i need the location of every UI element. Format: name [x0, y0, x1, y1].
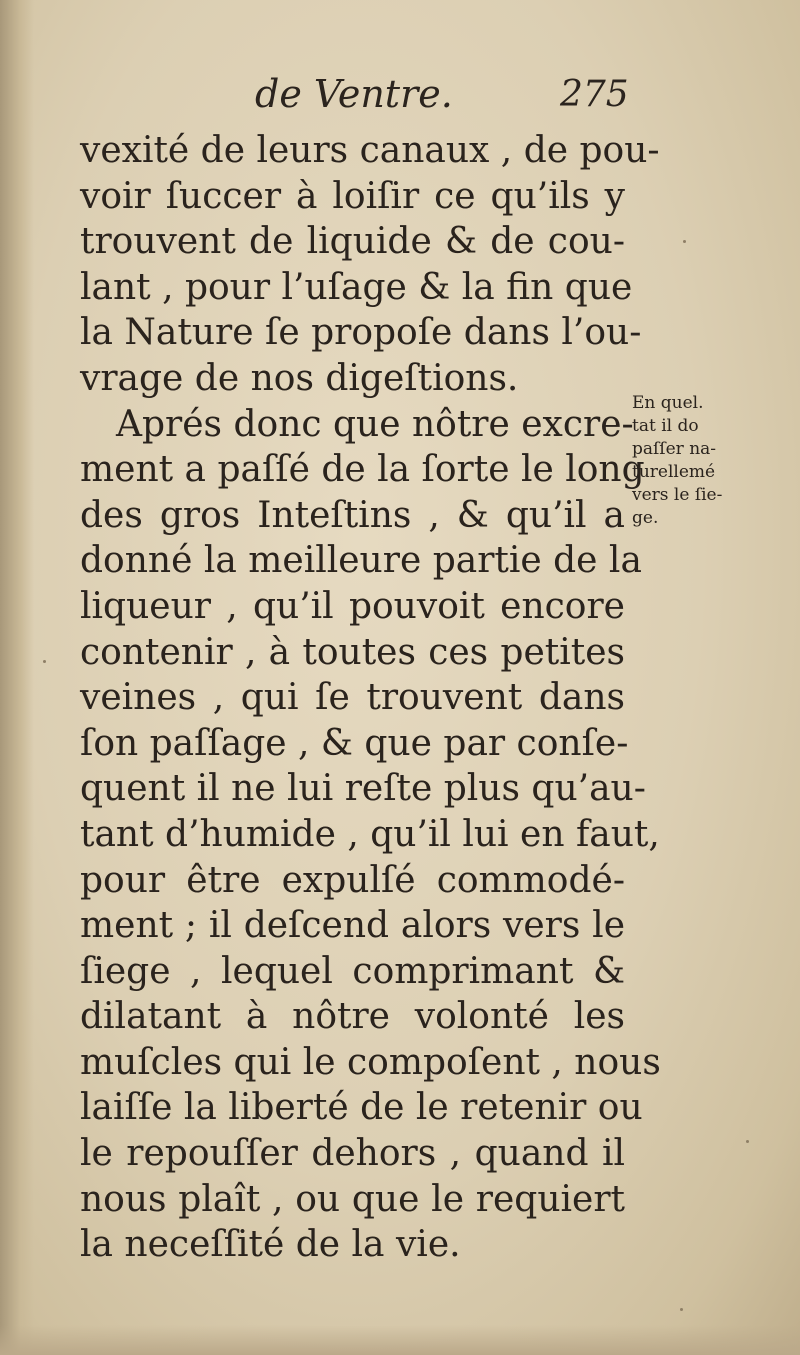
text-line: dilatant à nôtre volonté les: [80, 996, 625, 1038]
paper-speck: [746, 1140, 749, 1143]
margin-note-line: ge.: [632, 508, 659, 528]
paper-speck: [43, 660, 46, 663]
text-line: ment a paſſé de la ſorte le long: [80, 449, 645, 491]
text-line: ſiege , lequel comprimant &: [80, 950, 625, 992]
text-line: lant , pour l’uſage & la fin que: [80, 266, 633, 308]
text-line: contenir , à toutes ces petites: [80, 631, 625, 673]
text-line: la Nature ſe propoſe dans l’ou-: [80, 312, 642, 354]
text-line: quent il ne lui reſte plus qu’au-: [80, 768, 646, 810]
text-line: vexité de leurs canaux , de pou-: [80, 130, 660, 171]
text-line: ment ; il deſcend alors vers le: [80, 905, 625, 947]
margin-note-line: vers le ſie-: [632, 485, 723, 505]
paper-speck: [683, 240, 686, 243]
margin-note-line: tat il do: [632, 416, 699, 436]
text-line: voir ſuccer à loiſir ce qu’ils y: [80, 175, 625, 217]
text-line: le repouſſer dehors , quand il: [80, 1133, 625, 1175]
page-header: [255, 72, 655, 122]
margin-note: [632, 392, 772, 530]
text-line: pour être expulſé commodé-: [80, 859, 625, 901]
text-line: tant d’humide , qu’il lui en faut,: [80, 813, 660, 855]
margin-note-line: En quel.: [632, 393, 704, 413]
text-line: vrage de nos digeſtions.: [80, 357, 519, 399]
text-line: veines , qui ſe trouvent dans: [80, 677, 625, 719]
text-line: trouvent de liquide & de cou-: [80, 221, 625, 263]
text-line: liqueur , qu’il pouvoit encore: [80, 585, 625, 627]
text-line: donné la meilleure partie de la: [80, 540, 642, 582]
text-line: ſon paſſage , & que par conſe-: [80, 722, 629, 764]
text-line: nous plaît , ou que le requiert: [80, 1178, 625, 1220]
page-bottom-edge-shadow: [0, 1325, 800, 1355]
margin-note-line: turellemé: [632, 462, 716, 482]
page-number: 275: [560, 74, 629, 115]
text-line: des gros Inteſtins , & qu’il a: [80, 494, 625, 536]
body-text: [80, 128, 661, 1268]
text-line: la neceſſité de la vie.: [80, 1224, 461, 1266]
margin-note-line: paſſer na-: [632, 439, 717, 459]
text-line: laiſſe la liberté de le retenir ou: [80, 1087, 643, 1129]
text-line: Aprés donc que nôtre excre-: [116, 403, 634, 445]
paper-speck: [680, 1308, 683, 1311]
running-head: de Ventre.: [255, 72, 453, 116]
page-left-edge-shadow: [0, 0, 34, 1355]
text-line: muſcles qui le compoſent , nous: [80, 1041, 661, 1083]
